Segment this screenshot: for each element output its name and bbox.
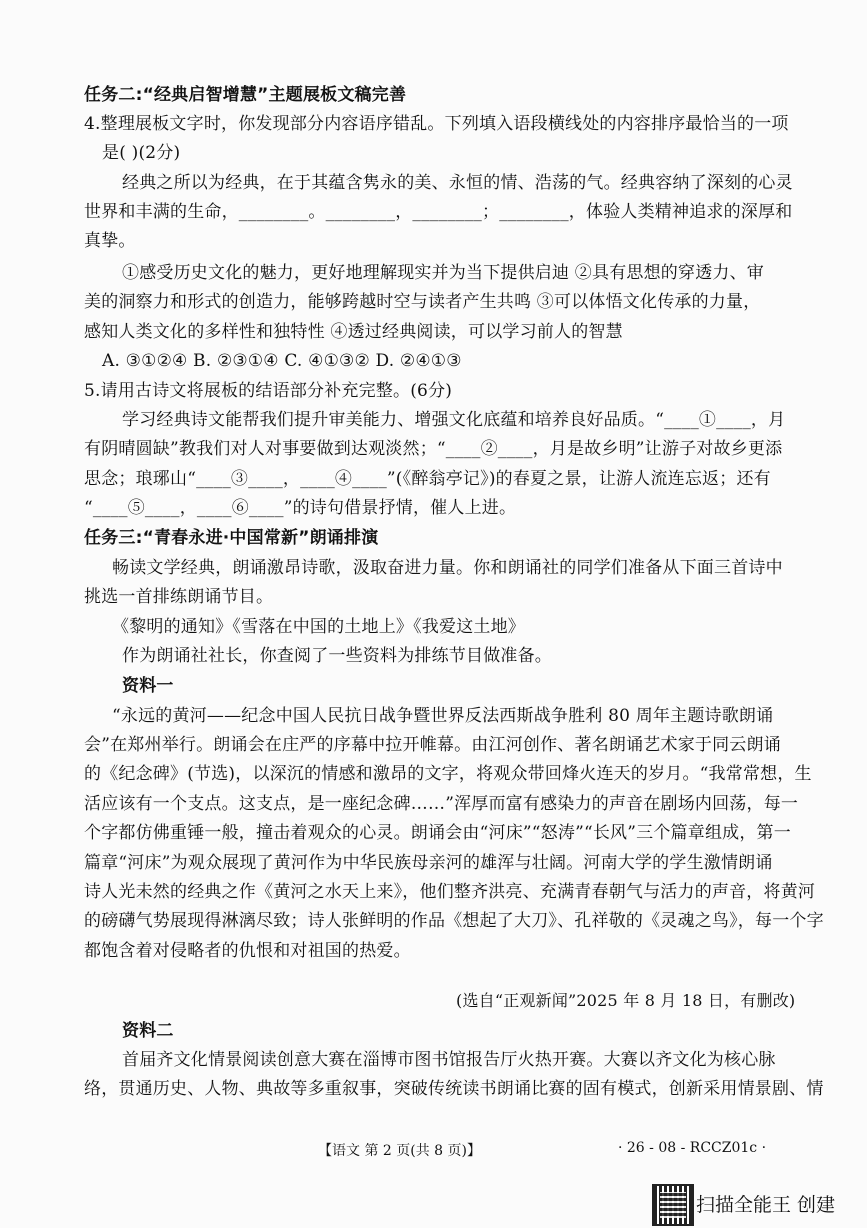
text-line: 《黎明的通知》《雪落在中国的土地上》《我爱这土地》 xyxy=(112,617,525,637)
text-line: 挑选一首排练朗诵节目。 xyxy=(84,587,274,607)
text-line: 诗人光未然的经典之作《黄河之水天上来》，他们整齐洪亮、充满青春朝气与活力的声音，将黄河 xyxy=(84,882,816,902)
text-line: 作为朗诵社社长，你查阅了一些资料为排练节目做准备。 xyxy=(122,646,552,666)
section-heading: 任务三:“青春永进·中国常新”朗诵排演 xyxy=(84,528,379,548)
text-line: (选自“正观新闻”2025 年 8 月 18 日，有删改) xyxy=(456,991,796,1010)
text-line: 会”在郑州举行。朗诵会在庄严的序幕中拉开帷幕。由江河创作、著名朗诵艺术家于同云朗诵 xyxy=(84,735,781,755)
text-line: 5.请用古诗文将展板的结语部分补充完整。(6分) xyxy=(84,381,453,401)
section-heading: 资料二 xyxy=(122,1021,174,1041)
text-line: A. ③①②④ B. ②③①④ C. ④①③② D. ②④①③ xyxy=(102,351,462,371)
document-code: · 26 - 08 - RCCZ01c · xyxy=(618,1140,767,1156)
text-line: 经典之所以为经典，在于其蕴含隽永的美、永恒的情、浩荡的气。经典容纳了深刻的心灵 xyxy=(122,173,793,193)
text-line: ①感受历史文化的魅力，更好地理解现实并为当下提供启迪 ②具有思想的穿透力、审 xyxy=(122,263,765,283)
text-line: 是( )(2分) xyxy=(102,143,181,163)
text-line: 4.整理展板文字时，你发现部分内容语序错乱。下列填入语段横线处的内容排序最恰当的一项 xyxy=(84,114,789,134)
text-line: 世界和丰满的生命，________。________，________；________，体验人类精神追求的深厚和 xyxy=(84,202,793,222)
text-line: 篇章“河床”为观众展现了黄河作为中华民族母亲河的雄浑与壮阔。河南大学的学生激情朗诵 xyxy=(84,853,773,873)
section-heading: 任务二:“经典启智增慧”主题展板文稿完善 xyxy=(84,85,407,105)
text-line: 思念；琅琊山“____③____，____④____”(《醉翁亭记》)的春夏之景，让游人流连忘返；还有 xyxy=(84,469,771,489)
text-line: “永远的黄河——纪念中国人民抗日战争暨世界反法西斯战争胜利 80 周年主题诗歌朗诵 xyxy=(112,706,774,726)
text-line: 络，贯通历史、人物、典故等多重叙事，突破传统读书朗诵比赛的固有模式，创新采用情景剧、情 xyxy=(84,1079,824,1099)
text-line: 都饱含着对侵略者的仇恨和对祖国的热爱。 xyxy=(84,941,411,961)
text-line: 真挚。 xyxy=(84,231,136,251)
text-line: 活应该有一个支点。这支点，是一座纪念碑……”浑厚而富有感染力的声音在剧场内回荡，每一 xyxy=(84,794,799,814)
page-footer-label: 【语文 第 2 页(共 8 页)】 xyxy=(318,1143,481,1159)
text-line: 首届齐文化情景阅读创意大赛在淄博市图书馆报告厅火热开赛。大赛以齐文化为核心脉 xyxy=(122,1050,776,1070)
text-line: 感知人类文化的多样性和独特性 ④透过经典阅读，可以学习前人的智慧 xyxy=(84,322,623,342)
text-line: “____⑤____，____⑥____”的诗句借景抒情，催人上进。 xyxy=(84,498,517,518)
text-line: 个字都仿佛重锤一般，撞击着观众的心灵。朗诵会由“河床”“怒涛”“长风”三个篇章组成，第一 xyxy=(84,823,791,843)
text-line: 畅读文学经典，朗诵激昂诗歌，汲取奋进力量。你和朗诵社的同学们准备从下面三首诗中 xyxy=(112,558,783,578)
qr-code-icon xyxy=(652,1184,694,1226)
scanner-watermark: 扫描全能王 创建 xyxy=(696,1194,836,1216)
text-line: 美的洞察力和形式的创造力，能够跨越时空与读者产生共鸣 ③可以体悟文化传承的力量， xyxy=(84,292,761,312)
text-line: 学习经典诗文能帮我们提升审美能力、增强文化底蕴和培养良好品质。“____①____，月 xyxy=(122,410,786,430)
text-line: 的《纪念碑》(节选)，以深沉的情感和激昂的文字，将观众带回烽火连天的岁月。“我常常想，生 xyxy=(84,764,812,784)
section-heading: 资料一 xyxy=(122,676,174,696)
text-line: 的磅礴气势展现得淋漓尽致；诗人张鲜明的作品《想起了大刀》、孔祥敬的《灵魂之鸟》，每一个字 xyxy=(84,911,824,931)
text-line: 有阴晴圆缺”教我们对人对事要做到达观淡然；“____②____，月是故乡明”让游子对故乡更添 xyxy=(84,439,783,459)
